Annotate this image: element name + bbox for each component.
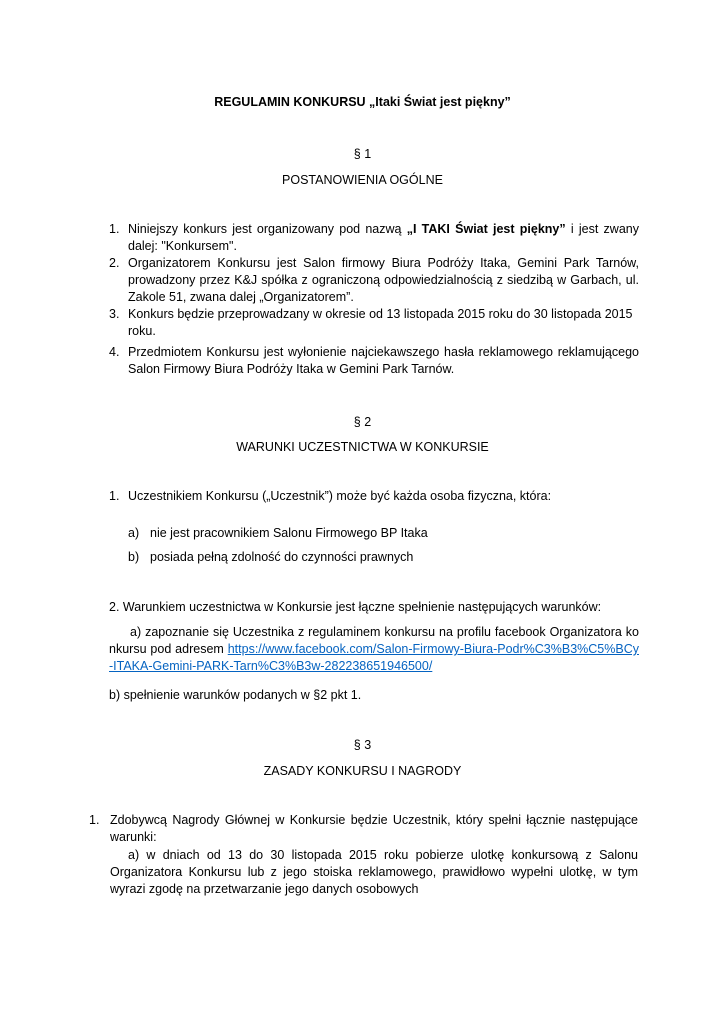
s1-item-2-text: Organizatorem Konkursu jest Salon firmowy Biura Podróży Itaka, Gemini Park Tarnów, prowadzony przez K&J spółka z ograniczoną odpowiedzialnością z siedzibą w Garbach, ul. Zakole 51, zwana dalej „Organizatorem”. [128, 256, 639, 304]
document-title: REGULAMIN KONKURSU „Itaki Świat jest piękny” [214, 95, 511, 109]
facebook-link[interactable]: https://www.facebook.com/Salon-Firmowy-Biura-Podr%C3%B3%C5%BCy-ITAKA-Gemini-PARK-Tarn%C3%B3w-282238651946500/ [109, 642, 639, 673]
s3-item-1-text: Zdobywcą Nagrody Głównej w Konkursie będzie Uczestnik, który spełni łącznie następujące warunki: [110, 813, 638, 844]
s2-item-2a-text: a) zapoznanie się Uczestnika z regulaminem konkursu na profilu facebook Organizatora konkursu pod adresem [109, 625, 639, 656]
s2-item-1: 1. Uczestnikiem Konkursu („Uczestnik”) może być każda osoba fizyczna, która: [109, 488, 639, 505]
s2-sub-b: b) posiada pełną zdolność do czynności prawnych [128, 549, 638, 566]
s2-sub-a-text: nie jest pracownikiem Salonu Firmowego BP Itaka [150, 526, 428, 540]
s3-item-1a-text: a) w dniach od 13 do 30 listopada 2015 roku pobierze ulotkę konkursową z Salonu Organizatora Konkursu lub z jego stoiska reklamowego, prawidłowo wypełni ulotkę, w tym wyrazi zgodę na przetwarzanie jego danych osobowych [110, 848, 638, 896]
s2-item-2-text: 2. Warunkiem uczestnictwa w Konkursie jest łączne spełnienie następujących warunków: [109, 600, 602, 614]
contest-name: „I TAKI Świat jest piękny” [406, 222, 566, 236]
s1-item-1-number: 1. [109, 222, 120, 236]
section-2-heading: WARUNKI UCZESTNICTWA W KONKURSIE [236, 440, 489, 454]
section-1-number: § 1 [353, 147, 372, 161]
s2-item-2a [109, 624, 639, 675]
s3-item-1: 1. Zdobywcą Nagrody Głównej w Konkursie będzie Uczestnik, który spełni łącznie następujące warunki: [89, 813, 638, 844]
s1-item-1 [109, 221, 639, 255]
s1-item-3: 3. Konkurs będzie przeprowadzany w okresie od 13 listopada 2015 roku do 30 listopada 2015 roku. [109, 306, 639, 340]
section-3-number: § 3 [353, 738, 372, 752]
section-1-heading: POSTANOWIENIA OGÓLNE [282, 173, 443, 187]
s2-item-2b-text: b) spełnienie warunków podanych w §2 pkt 1. [109, 688, 362, 702]
s1-item-4-text: Przedmiotem Konkursu jest wyłonienie najciekawszego hasła reklamowego reklamującego Salon Firmowy Biura Podróży Itaka w Gemini Park Tarnów. [128, 345, 639, 376]
s2-sub-a: a) nie jest pracownikiem Salonu Firmowego BP Itaka [128, 525, 638, 542]
s1-item-4: 4. Przedmiotem Konkursu jest wyłonienie najciekawszego hasła reklamowego reklamującego Salon Firmowy Biura Podróży Itaka w Gemini Park Tarnów. [109, 345, 639, 376]
s2-sub-b-text: posiada pełną zdolność do czynności prawnych [150, 550, 414, 564]
section-3-heading: ZASADY KONKURSU I NAGRODY [263, 764, 462, 778]
s2-item-1-text: Uczestnikiem Konkursu („Uczestnik”) może być każda osoba fizyczna, która: [128, 489, 552, 503]
s1-item-1-text: Niniejszy konkurs jest organizowany pod nazwą „I TAKI Świat jest piękny” i jest zwany dalej: "Konkursem". [128, 222, 639, 253]
s1-item-2: 2. Organizatorem Konkursu jest Salon firmowy Biura Podróży Itaka, Gemini Park Tarnów, prowadzony przez K&J spółka z ograniczoną odpowiedzialnością z siedzibą w Garbach, ul. Zakole 51, zwana dalej „Organizatorem”. [109, 256, 639, 304]
section-2-number: § 2 [353, 415, 372, 429]
s1-item-3-text: Konkurs będzie przeprowadzany w okresie od 13 listopada 2015 roku do 30 listopada 2015 roku. [128, 307, 633, 338]
